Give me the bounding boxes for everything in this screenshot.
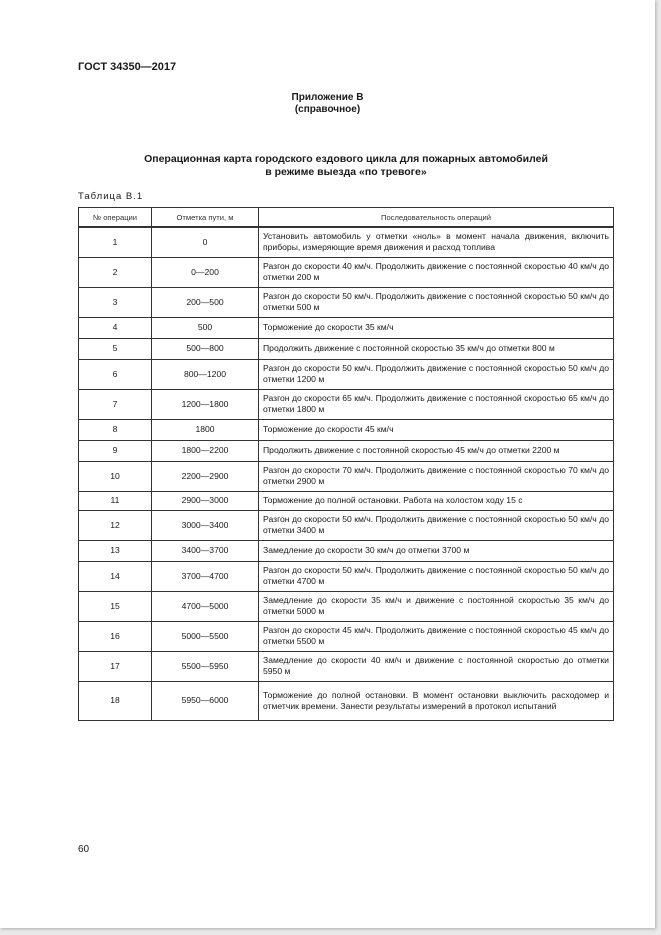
section-heading xyxy=(100,153,592,179)
operations-table xyxy=(78,207,614,721)
operation-number-cell: 11 xyxy=(79,491,152,510)
operation-description-cell: Продолжить движение с постоянной скоростью 35 км/ч до отметки 800 м xyxy=(259,338,614,359)
operation-number-cell: 14 xyxy=(79,561,152,591)
distance-mark-cell: 3700—4700 xyxy=(152,561,259,591)
appendix-title: Приложение В xyxy=(291,92,364,103)
operation-number-cell: 4 xyxy=(79,317,152,338)
table-row xyxy=(79,389,614,419)
distance-mark-cell: 1800—2200 xyxy=(152,440,259,461)
distance-mark-cell: 1800 xyxy=(152,419,259,440)
document-code: ГОСТ 34350—2017 xyxy=(78,61,177,73)
appendix-subtitle: (справочное) xyxy=(294,104,361,115)
table-row xyxy=(79,591,614,621)
distance-mark-cell: 800—1200 xyxy=(152,359,259,389)
operation-description-cell: Торможение до скорости 35 км/ч xyxy=(259,317,614,338)
operation-description-cell: Торможение до полной остановки. Работа на холостом ходу 15 с xyxy=(259,491,614,510)
operation-number-cell: 13 xyxy=(79,540,152,561)
distance-mark-cell: 500—800 xyxy=(152,338,259,359)
table-row xyxy=(79,287,614,317)
table-row xyxy=(79,419,614,440)
operation-description-cell: Замедление до скорости 35 км/ч и движение с постоянной скоростью 35 км/ч до отметки 5000 м xyxy=(259,591,614,621)
table-label: Таблица В.1 xyxy=(78,191,144,202)
table-row xyxy=(79,621,614,651)
table-row xyxy=(79,510,614,540)
heading-line-2: в режиме выезда «по тревоге» xyxy=(265,166,427,178)
table-row xyxy=(79,491,614,510)
operation-description-cell: Торможение до полной остановки. В момент остановки выключить расходомер и отметчик времени. Занести результаты измерений в протокол испытаний xyxy=(259,681,614,720)
operation-number-cell: 3 xyxy=(79,287,152,317)
column-header-operation-number: № операции xyxy=(79,208,152,228)
operation-description-cell: Замедление до скорости 30 км/ч до отметки 3700 м xyxy=(259,540,614,561)
operation-number-cell: 15 xyxy=(79,591,152,621)
table-row xyxy=(79,359,614,389)
operation-description-cell: Разгон до скорости 50 км/ч. Продолжить движение с постоянной скоростью 50 км/ч до отметки 1200 м xyxy=(259,359,614,389)
table-row xyxy=(79,257,614,287)
operation-description-cell: Замедление до скорости 40 км/ч и движение с постоянной скоростью до отметки 5950 м xyxy=(259,651,614,681)
distance-mark-cell: 500 xyxy=(152,317,259,338)
operation-number-cell: 1 xyxy=(79,227,152,257)
column-header-operation-sequence: Последовательность операций xyxy=(259,208,614,228)
operation-number-cell: 16 xyxy=(79,621,152,651)
operation-description-cell: Торможение до скорости 45 км/ч xyxy=(259,419,614,440)
table-row xyxy=(79,651,614,681)
distance-mark-cell: 0 xyxy=(152,227,259,257)
distance-mark-cell: 5950—6000 xyxy=(152,681,259,720)
distance-mark-cell: 3400—3700 xyxy=(152,540,259,561)
operation-number-cell: 7 xyxy=(79,389,152,419)
operation-number-cell: 10 xyxy=(79,461,152,491)
heading-line-1: Операционная карта городского ездового цикла для пожарных автомобилей xyxy=(144,153,548,165)
operation-description-cell: Разгон до скорости 50 км/ч. Продолжить движение с постоянной скоростью 50 км/ч до отметки 3400 м xyxy=(259,510,614,540)
operation-number-cell: 18 xyxy=(79,681,152,720)
operation-number-cell: 5 xyxy=(79,338,152,359)
operation-number-cell: 9 xyxy=(79,440,152,461)
distance-mark-cell: 5000—5500 xyxy=(152,621,259,651)
operation-number-cell: 8 xyxy=(79,419,152,440)
appendix-block xyxy=(0,92,655,116)
table-body xyxy=(79,227,614,720)
distance-mark-cell: 4700—5000 xyxy=(152,591,259,621)
distance-mark-cell: 1200—1800 xyxy=(152,389,259,419)
table-row xyxy=(79,440,614,461)
operation-description-cell: Установить автомобиль у отметки «ноль» в момент начала движения, включить приборы, измеряющие время движения и расход топлива xyxy=(259,227,614,257)
table-header-row xyxy=(79,208,614,228)
distance-mark-cell: 200—500 xyxy=(152,287,259,317)
operation-number-cell: 2 xyxy=(79,257,152,287)
table-row xyxy=(79,317,614,338)
table-row xyxy=(79,540,614,561)
distance-mark-cell: 2900—3000 xyxy=(152,491,259,510)
operation-description-cell: Разгон до скорости 70 км/ч. Продолжить движение с постоянной скоростью 70 км/ч до отметки 2900 м xyxy=(259,461,614,491)
table-row xyxy=(79,227,614,257)
operation-number-cell: 6 xyxy=(79,359,152,389)
distance-mark-cell: 5500—5950 xyxy=(152,651,259,681)
table-row xyxy=(79,461,614,491)
operation-description-cell: Разгон до скорости 50 км/ч. Продолжить движение с постоянной скоростью 50 км/ч до отметки 4700 м xyxy=(259,561,614,591)
distance-mark-cell: 0—200 xyxy=(152,257,259,287)
operation-description-cell: Разгон до скорости 65 км/ч. Продолжить движение с постоянной скоростью 65 км/ч до отметки 1800 м xyxy=(259,389,614,419)
operation-number-cell: 12 xyxy=(79,510,152,540)
column-header-distance-mark: Отметка пути, м xyxy=(152,208,259,228)
operation-description-cell: Разгон до скорости 50 км/ч. Продолжить движение с постоянной скоростью 50 км/ч до отметки 500 м xyxy=(259,287,614,317)
operation-description-cell: Продолжить движение с постоянной скоростью 45 км/ч до отметки 2200 м xyxy=(259,440,614,461)
page-number: 60 xyxy=(78,844,90,855)
operation-number-cell: 17 xyxy=(79,651,152,681)
operation-description-cell: Разгон до скорости 40 км/ч. Продолжить движение с постоянной скоростью 40 км/ч до отметки 200 м xyxy=(259,257,614,287)
operation-description-cell: Разгон до скорости 45 км/ч. Продолжить движение с постоянной скоростью 45 км/ч до отметки 5500 м xyxy=(259,621,614,651)
table-row xyxy=(79,561,614,591)
table-row xyxy=(79,681,614,720)
table-row xyxy=(79,338,614,359)
distance-mark-cell: 2200—2900 xyxy=(152,461,259,491)
distance-mark-cell: 3000—3400 xyxy=(152,510,259,540)
